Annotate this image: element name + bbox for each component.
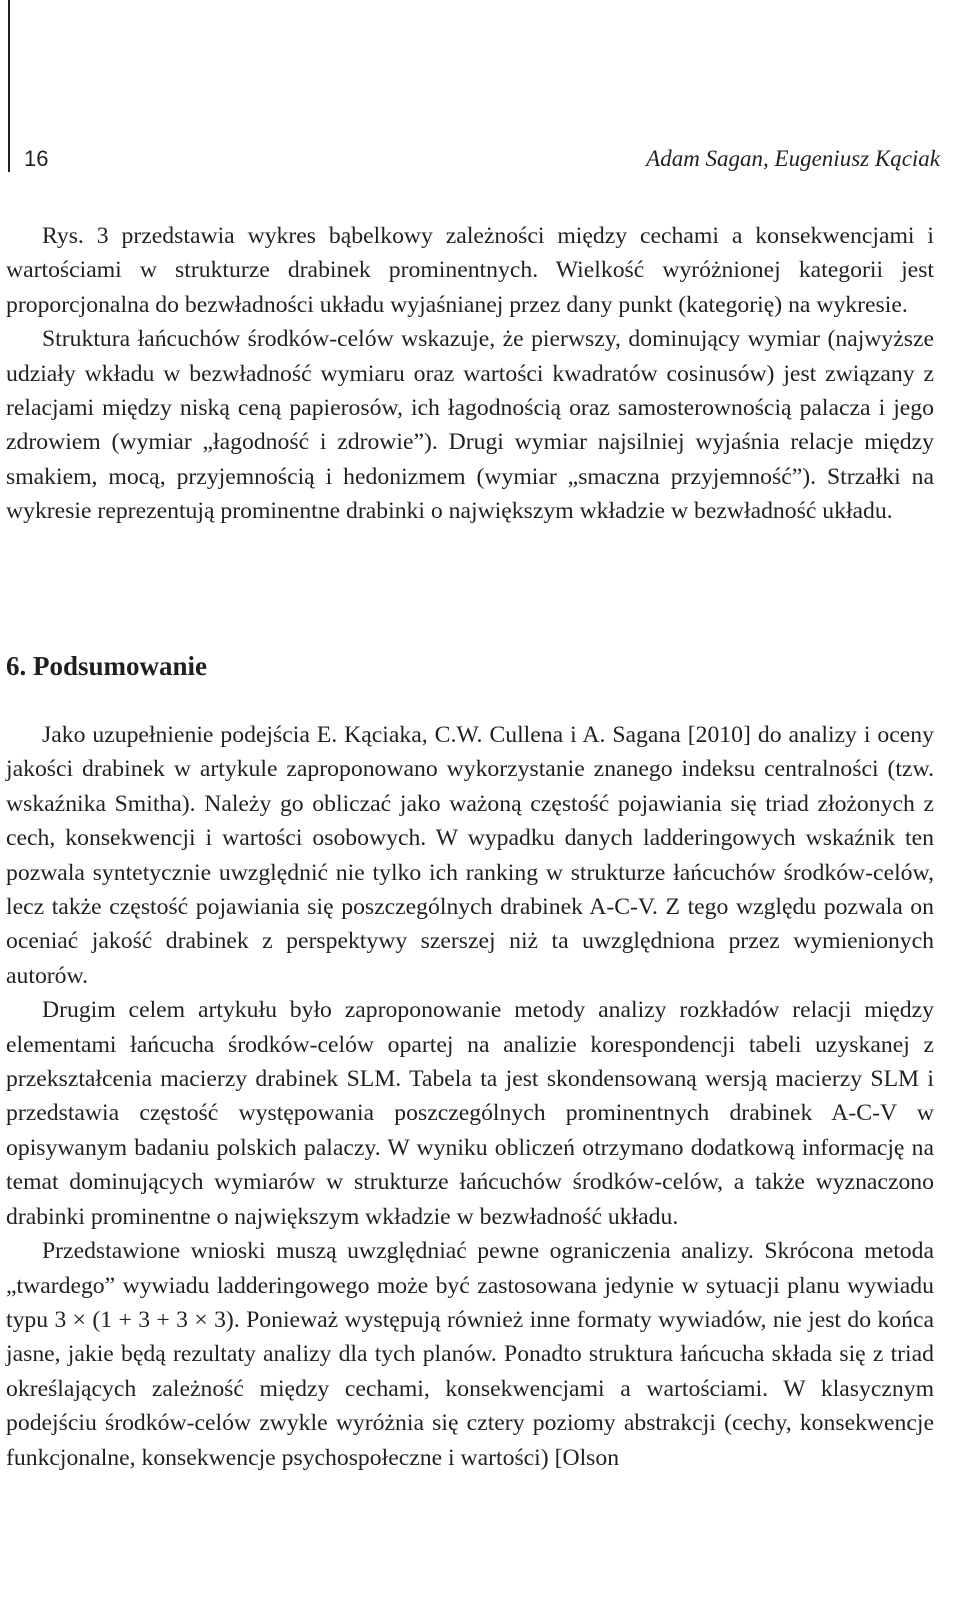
paragraph-smith-index: Jako uzupełnienie podejścia E. Kąciaka, C.W. Cullena i A. Sagana [2010] do analizy i oceny jakości drabinek w artykule zaproponowano wykorzystanie znanego indeksu centralności (tzw. wskaźnika Smitha). Należy go obliczać jako ważoną częstość pojawiania się triad złożonych z cech, konsekwencji i wartości osobowych. W wypadku danych ladderingowych wskaźnik ten pozwala syntetycznie uwzględnić nie tylko ich ranking w strukturze łańcuchów środków-celów, lecz także częstość pojawiania się poszczególnych drabinek A-C-V. Z tego względu pozwala on oceniać jakość drabinek z perspektywy szerszej niż ta uwzględniona przez wymienionych autorów.: [6, 722, 934, 989]
running-head: Adam Sagan, Eugeniusz Kąciak: [646, 146, 940, 171]
paragraph-correspondence-analysis: Drugim celem artykułu było zaproponowanie metody analizy rozkładów relacji między elementami łańcucha środków-celów opartej na analizie korespondencji tabeli uzyskanej z przekształcenia macierzy drabinek SLM. Tabela ta jest skondensowaną wersją macierzy SLM i przedstawia częstość występowania poszczególnych prominentnych drabinek A-C-V w opisywanym badaniu polskich palaczy. W wyniku obliczeń otrzymano dodatkową informację na temat dominujących wymiarów w strukturze łańcuchów środków-celów, a także wyznaczono drabinki prominentne o największym wkładzie w bezwładność układu.: [6, 997, 934, 1230]
paragraph-limitations: Przedstawione wnioski muszą uwzględniać pewne ograniczenia analizy. Skrócona metoda „twardego” wywiadu ladderingowego może być zastosowana jedynie w sytuacji planu wywiadu typu 3 × (1 + 3 + 3 × 3). Ponieważ występują również inne formaty wywiadów, nie jest do końca jasne, jakie będą rezultaty analizy dla tych planów. Ponadto struktura łańcucha składa się z triad określających zależność między cechami, konsekwencjami a wartościami. W klasycznym podejściu środków-celów zwykle wyróżnia się cztery poziomy abstrakcji (cechy, konsekwencje funkcjonalne, konsekwencje psychospołeczne i wartości) [Olson: [6, 1238, 934, 1471]
summary-text: [6, 718, 934, 1475]
page-number: 16: [24, 146, 49, 171]
intro-text: [6, 219, 934, 529]
paragraph-figure-description: Rys. 3 przedstawia wykres bąbelkowy zależności między cechami a konsekwencjami i wartościami w strukturze drabinek prominentnych. Wielkość wyróżnionej kategorii jest proporcjonalna do bezwładności układu wyjaśnianej przez dany punkt (kategorię) na wykresie.: [6, 223, 934, 318]
margin-rule: [8, 0, 10, 172]
paragraph-chain-structure: Struktura łańcuchów środków-celów wskazuje, że pierwszy, dominujący wymiar (najwyższe udziały wkładu w bezwładność wymiaru oraz wartości kwadratów cosinusów) jest związany z relacjami między niską ceną papierosów, ich łagodnością oraz samosterownością palacza i jego zdrowiem (wymiar „łagodność i zdrowie”). Drugi wymiar najsilniej wyjaśnia relacje między smakiem, mocą, przyjemnością i hedonizmem (wymiar „smaczna przyjemność”). Strzałki na wykresie reprezentują prominentne drabinki o największym wkładzie w bezwładność układu.: [6, 326, 934, 525]
section-heading: 6. Podsumowanie: [6, 651, 208, 681]
